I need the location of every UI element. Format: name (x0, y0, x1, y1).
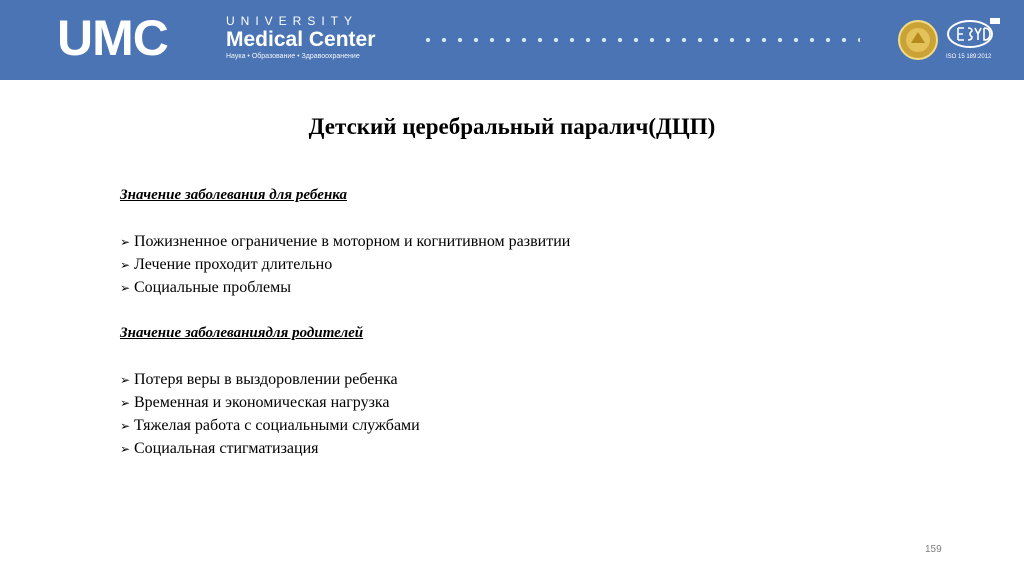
header-bar (0, 0, 1024, 80)
spacer (120, 299, 820, 322)
section-heading-child: Значение заболевания для ребенка (120, 187, 348, 203)
arrow-bullet-icon: ➢ (120, 373, 131, 387)
iso-certification (944, 16, 1002, 66)
bullet-text: Потеря веры в выздоровлении ребенка (134, 371, 398, 388)
bullet-item (120, 368, 820, 391)
bullet-item (120, 276, 820, 299)
arrow-bullet-icon: ➢ (120, 396, 131, 410)
bullet-text: Лечение проходит длительно (134, 256, 333, 273)
section-heading-parents: Значение заболеваниядля родителей (120, 325, 364, 341)
logo-tagline: Наука • Образование • Здравоохранение (226, 53, 360, 60)
dotted-divider (420, 37, 860, 43)
bullet-text: Социальные проблемы (134, 279, 291, 296)
arrow-bullet-icon: ➢ (120, 258, 131, 272)
arrow-bullet-icon: ➢ (120, 419, 131, 433)
bullet-text: Тяжелая работа с социальными службами (134, 417, 420, 434)
bullet-text: Пожизненное ограничение в моторном и когнитивном развитии (134, 233, 571, 250)
esyd-logo-icon (944, 16, 1002, 52)
umc-logo-text: UMC (57, 10, 168, 66)
logo-university: UNIVERSITY (226, 14, 359, 28)
logo-wordmark (226, 14, 375, 62)
iso-label: ISO 15 189:2012 (946, 54, 992, 60)
arrow-bullet-icon: ➢ (120, 235, 131, 249)
spacer (120, 345, 820, 368)
umc-logo (57, 10, 168, 66)
gold-seal-icon (898, 20, 938, 60)
arrow-bullet-icon: ➢ (120, 281, 131, 295)
arrow-bullet-icon: ➢ (120, 442, 131, 456)
spacer (120, 207, 820, 230)
slide-title: Детский церебральный паралич(ДЦП) (308, 114, 716, 139)
logo-medical-center: Medical Center (226, 28, 376, 51)
bullet-item (120, 230, 820, 253)
bullet-item (120, 253, 820, 276)
bullet-item (120, 391, 820, 414)
slide-content (120, 184, 820, 460)
bullet-text: Временная и экономическая нагрузка (134, 394, 390, 411)
page-number: 159 (925, 544, 942, 555)
bullet-item (120, 414, 820, 437)
bullet-item (120, 437, 820, 460)
bullet-text: Социальная стигматизация (134, 440, 319, 457)
